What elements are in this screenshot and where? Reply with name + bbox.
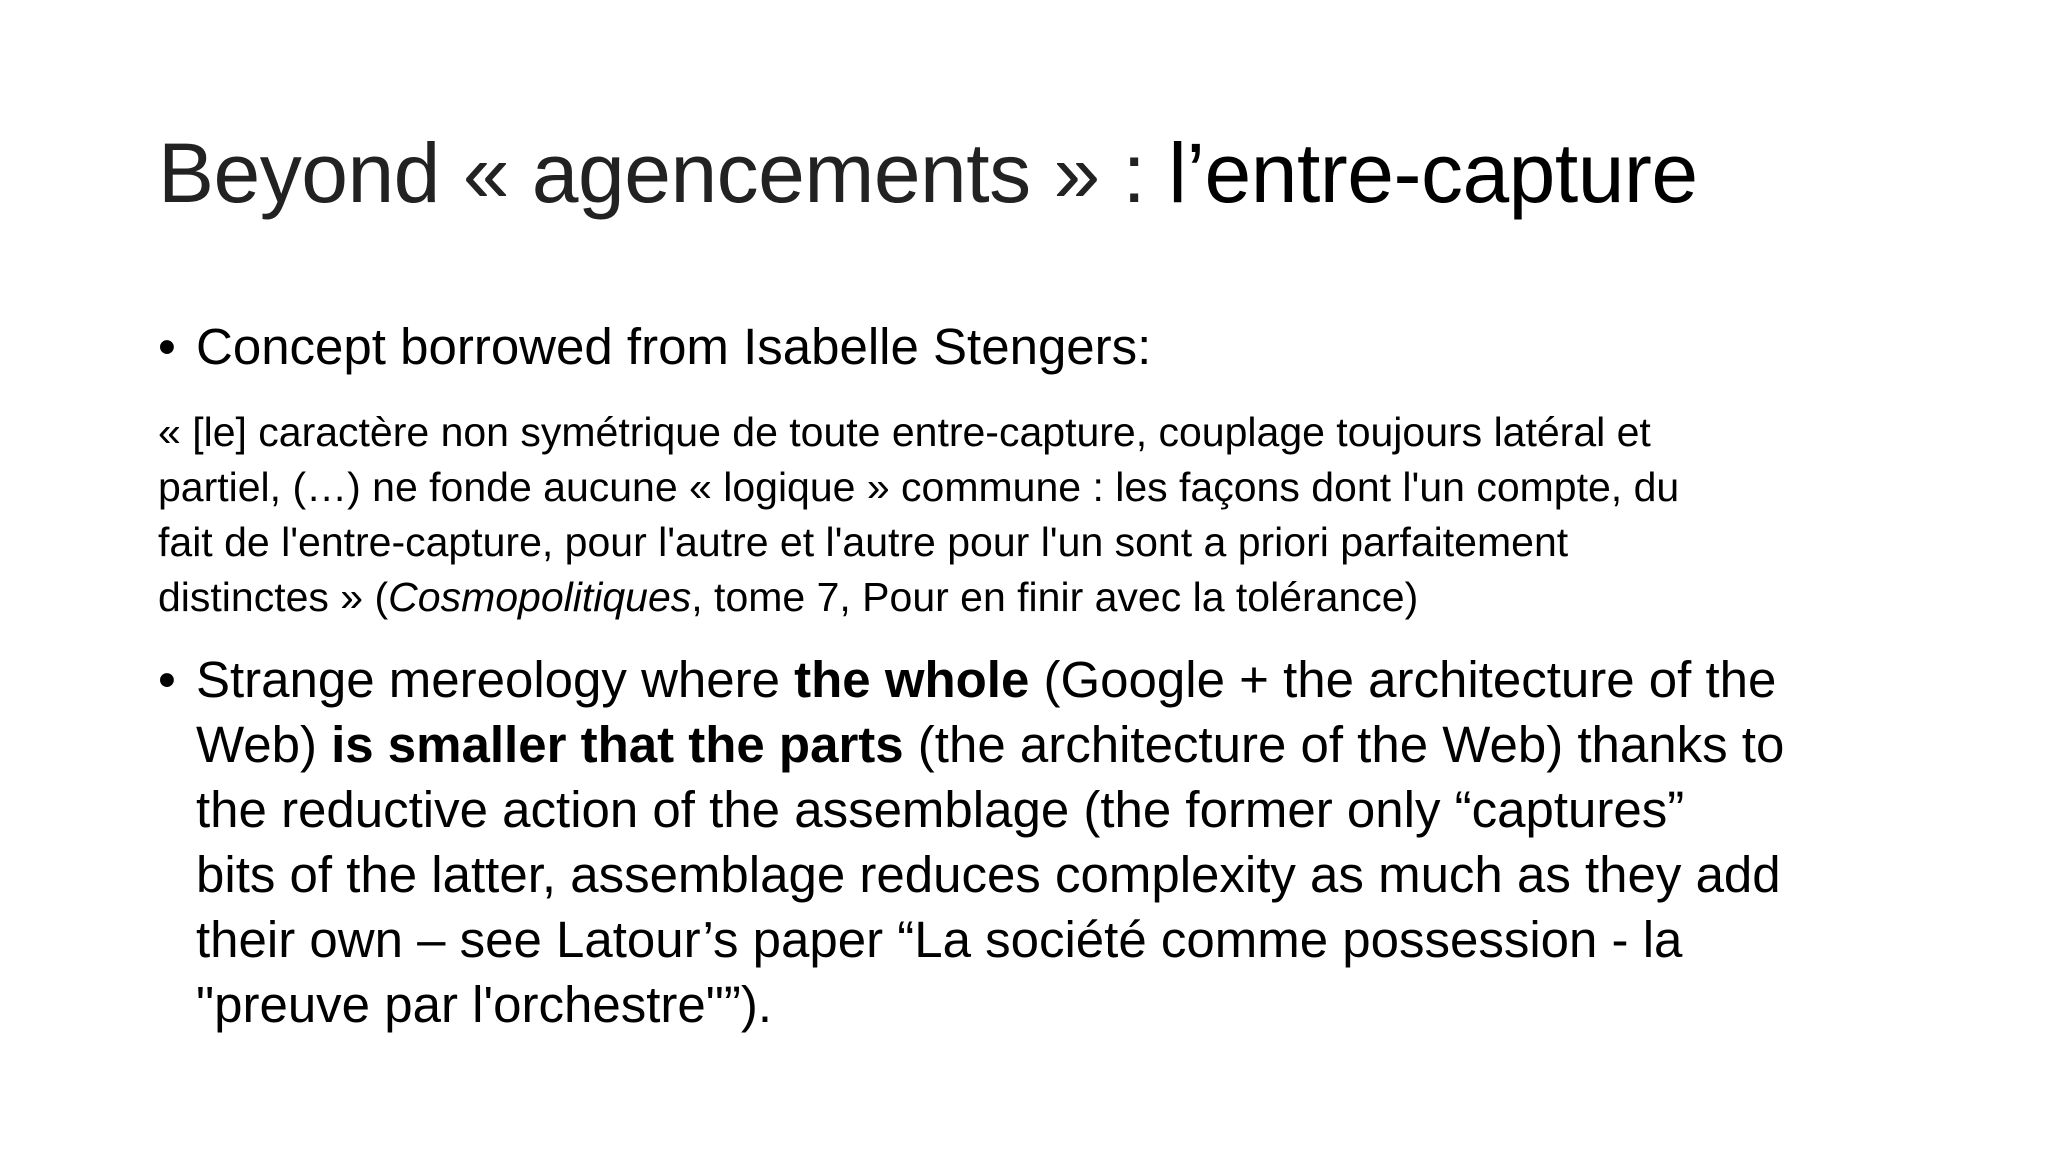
mereology-line: their own – see Latour’s paper “La société comme possession - la (196, 911, 1683, 968)
quote-line: partiel, (…) ne fonde aucune « logique » commune : les façons dont l'un compte, du (158, 464, 1680, 510)
text-run: (Google + the architecture of the (1029, 651, 1777, 708)
bullet-concept-text: Concept borrowed from Isabelle Stengers: (196, 318, 1152, 375)
bullet-dot-icon: • (158, 651, 176, 708)
mereology-line: "preuve par l'orchestre"”). (196, 976, 772, 1033)
title-emphasis: l’entre-capture (1168, 126, 1698, 220)
title-plain: Beyond « agencements » : (158, 126, 1169, 220)
mereology-line (196, 647, 1898, 712)
bullet-mereology (158, 647, 1898, 1037)
quote-line-start: distinctes » ( (158, 574, 389, 620)
bullet-concept (158, 315, 1898, 379)
quote-line (158, 570, 1918, 625)
mereology-line: bits of the latter, assemblage reduces complexity as much as they add (196, 846, 1781, 903)
text-run: (the architecture of the Web) thanks to (903, 716, 1785, 773)
bullet-dot-icon: • (158, 318, 176, 375)
quote-line: « [le] caractère non symétrique de toute entre-capture, couplage toujours latéral et (158, 409, 1651, 455)
bullet-mereology-text (196, 647, 1898, 1037)
slide-title (158, 118, 1958, 228)
bold-run: is smaller that the parts (331, 716, 904, 773)
text-run: Web) (196, 716, 332, 773)
bold-run: the whole (794, 651, 1030, 708)
mereology-line (196, 712, 1898, 777)
stengers-quote (158, 405, 1918, 625)
mereology-line: the reductive action of the assemblage (the former only “captures” (196, 781, 1685, 838)
quote-line: fait de l'entre-capture, pour l'autre et l'autre pour l'un sont a priori parfaitement (158, 519, 1569, 565)
quote-line-end: , tome 7, Pour en finir avec la tolérance) (691, 574, 1419, 620)
quote-book-title: Cosmopolitiques (388, 574, 692, 620)
text-run: Strange mereology where (196, 651, 795, 708)
